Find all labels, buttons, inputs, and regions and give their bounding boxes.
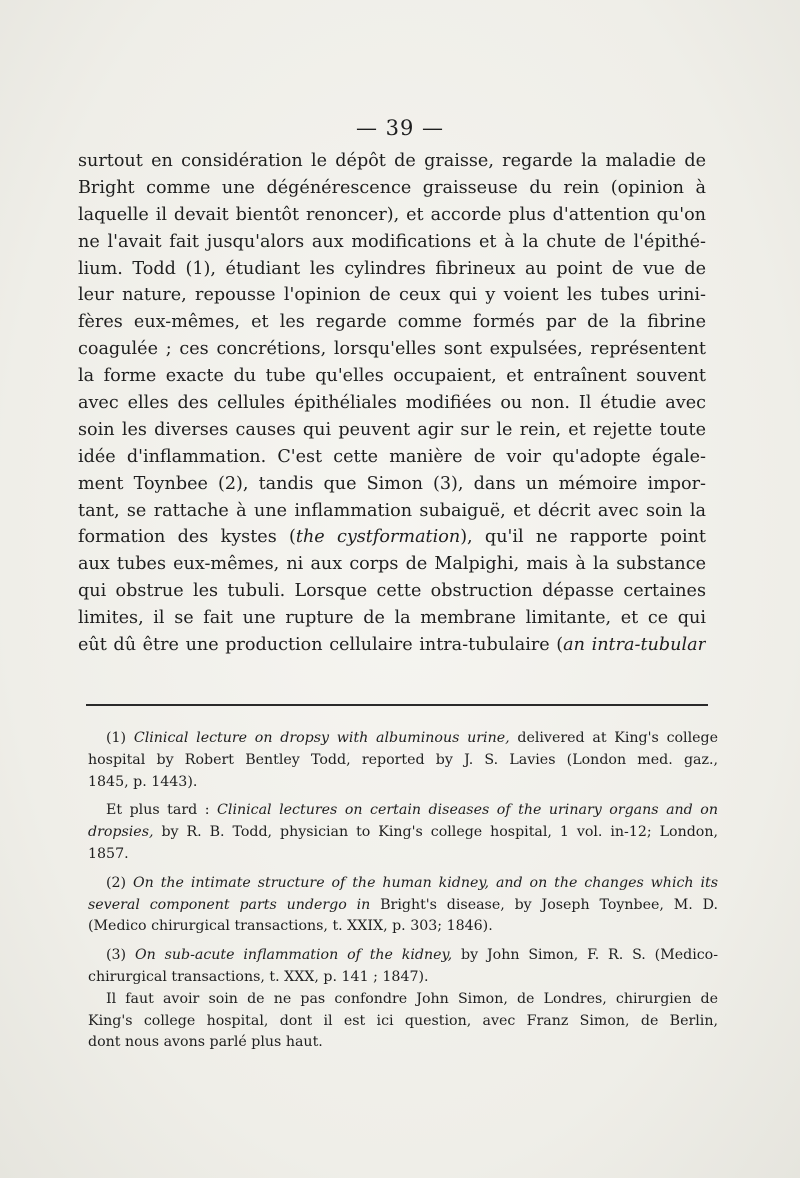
body-text xyxy=(78,148,706,659)
footnotes xyxy=(88,728,718,1054)
footnote-line: (Medico chirurgical transactions, t. XXIX, p. 303; 1846). xyxy=(88,918,493,935)
text-line: lium. Todd (1), étudiant les cylindres fibrineux au point de vue de xyxy=(78,258,706,279)
footnote-line: dont nous avons parlé plus haut. xyxy=(88,1034,323,1051)
italic-term: the cystformation xyxy=(295,527,461,548)
text-line: ne l'avait fait jusqu'alors aux modifications et à la chute de l'épithé- xyxy=(78,231,706,252)
footnote-line xyxy=(88,873,718,895)
text-line: qui obstrue les tubuli. Lorsque cette obstruction dépasse certaines xyxy=(78,581,706,602)
text-line: leur nature, repousse l'opinion de ceux qui y voient les tubes urini- xyxy=(78,285,706,306)
footnote-text: Et plus tard : xyxy=(106,802,218,819)
text-fragment: eût dû être une production cellulaire intra-tubulaire ( xyxy=(78,635,564,656)
footnote-title: Clinical lecture on dropsy with albuminous urine, xyxy=(133,730,510,746)
footnote-text: by R. B. Todd, physician to King's college hospital, 1 vol. in-12; London, xyxy=(153,824,718,841)
footnote-title: Clinical lectures on certain diseases of the urinary organs and on xyxy=(217,802,718,819)
footnote-line xyxy=(88,822,718,844)
text-line: surtout en considération le dépôt de graisse, regarde la maladie de xyxy=(78,151,706,171)
text-fragment: ), qu'il ne rapporte point xyxy=(460,527,706,548)
text-line: idée d'inflammation. C'est cette manière de voir qu'adopte égale- xyxy=(78,446,706,467)
footnote-line: chirurgical transactions, t. XXX, p. 141 ; 1847). xyxy=(88,968,429,985)
text-line: fères eux-mêmes, et les regarde comme formés par de la fibrine xyxy=(78,312,706,333)
footnote-text: Bright's disease, by Joseph Toynbee, M. D. xyxy=(370,896,718,913)
footnote-title: several component parts undergo in xyxy=(88,896,371,913)
footnote-number: (2) xyxy=(106,874,134,891)
text-line: laquelle il devait bientôt renoncer), et accorde plus d'attention qu'on xyxy=(78,204,706,225)
footnote-line: King's college hospital, dont il est ici question, avec Franz Simon, de Berlin, xyxy=(88,1012,718,1029)
footnote-text: delivered at King's college xyxy=(509,730,718,746)
text-line: avec elles des cellules épithéliales modifiées ou non. Il étudie avec xyxy=(78,393,706,414)
text-line xyxy=(78,632,706,659)
text-line: la forme exacte du tube qu'elles occupaient, et entraînent souvent xyxy=(78,366,706,387)
italic-term: an intra-tubular xyxy=(563,635,706,656)
footnote-line: 1845, p. 1443). xyxy=(88,773,198,790)
footnote-line xyxy=(88,728,718,750)
text-line: limites, il se fait une rupture de la membrane limitante, et ce qui xyxy=(78,608,706,629)
footnote-line xyxy=(88,800,718,822)
footnote-line: Il faut avoir soin de ne pas confondre John Simon, de Londres, chirurgien de xyxy=(106,990,718,1007)
footnote-number: (1) xyxy=(106,730,134,746)
footnote-divider xyxy=(86,704,708,706)
text-fragment: formation des kystes ( xyxy=(78,527,296,548)
text-line: soin les diverses causes qui peuvent agir sur le rein, et rejette toute xyxy=(78,419,706,440)
text-line: tant, se rattache à une inflammation subaiguë, et décrit avec soin la xyxy=(78,500,706,521)
footnote-number: (3) xyxy=(106,947,135,964)
text-line xyxy=(78,524,706,551)
footnote-line xyxy=(88,945,718,967)
footnote-title: On the intimate structure of the human kidney, and on the changes which its xyxy=(133,874,718,891)
text-line: Bright comme une dégénérescence graisseuse du rein (opinion à xyxy=(78,177,706,198)
footnote-line xyxy=(88,895,718,917)
footnote-line: 1857. xyxy=(88,845,129,862)
footnote-text: by John Simon, F. R. S. (Medico- xyxy=(452,947,718,964)
text-line: coagulée ; ces concrétions, lorsqu'elles sont expulsées, représentent xyxy=(78,339,706,360)
footnote-title: dropsies, xyxy=(88,824,154,841)
text-line: aux tubes eux-mêmes, ni aux corps de Malpighi, mais à la substance xyxy=(78,554,706,575)
page-number: — 39 — xyxy=(355,116,445,140)
footnote-line: hospital by Robert Bentley Todd, reported by J. S. Lavies (London med. gaz., xyxy=(88,751,718,768)
footnote-title: On sub-acute inflammation of the kidney, xyxy=(134,947,453,964)
text-line: ment Toynbee (2), tandis que Simon (3), dans un mémoire impor- xyxy=(78,473,706,494)
